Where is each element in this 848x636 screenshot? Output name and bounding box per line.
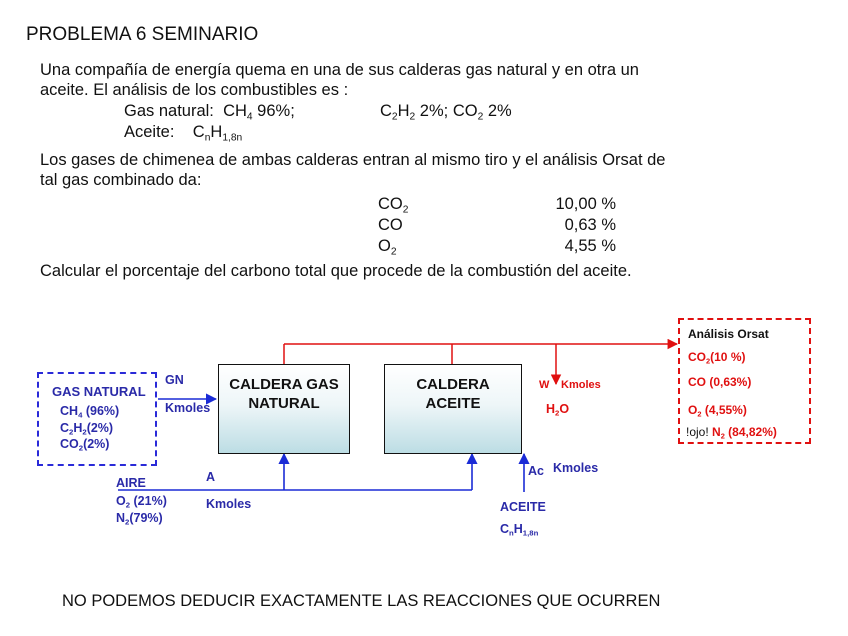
orsat-co2: $CO_2(10$ %) xyxy=(688,350,746,366)
gas-label: Gas natural: xyxy=(124,102,214,120)
orsat-value-1: 10,00 % xyxy=(555,195,616,213)
ac-units: Kmoles xyxy=(553,461,599,475)
gn-co2: $CO_2(2\%)$ xyxy=(60,437,110,453)
boiler-aceite xyxy=(384,364,522,454)
gas-ch4-pct: 96%; xyxy=(252,102,295,120)
orsat-value-3: 4,55 % xyxy=(564,237,616,255)
a-units: Kmoles xyxy=(206,497,252,511)
gn-c2h2: $C_2H_2(2\%)$ xyxy=(60,421,114,437)
w-units: Kmoles xyxy=(561,379,601,391)
orsat-n2: !ojo! $N_2$ (84,82%) xyxy=(686,425,777,441)
water-formula: $H_2O$ xyxy=(546,402,570,418)
intro-line-2: aceite. El análisis de los combustibles es : xyxy=(40,81,349,99)
aceite-h: H xyxy=(210,123,223,141)
gas-h2-sub: 2 xyxy=(409,111,416,123)
boiler-aceite-line1: CALDERA xyxy=(416,376,490,393)
intro-line-6: tal gas combinado da: xyxy=(40,171,202,189)
aceite-heading: ACEITE xyxy=(500,500,546,514)
orsat-formula-3: $O_2$ xyxy=(378,237,397,258)
boiler-gas-line1: CALDERA GAS xyxy=(229,376,339,393)
aceite-label: Aceite: xyxy=(124,123,175,141)
aceite-c-sub: n xyxy=(204,132,211,144)
gas-ch4-sub: 4 xyxy=(246,111,253,123)
aire-n2: $N_2(79\%)$ xyxy=(116,511,163,527)
aceite-formula: $C_nH_{1,8n}$ xyxy=(500,522,539,538)
orsat-formula-2: CO xyxy=(378,216,403,234)
gn-ch4: $CH_4$ (96%) xyxy=(60,404,120,420)
gas-c2-sub: 2 xyxy=(391,111,398,123)
aceite-c: C xyxy=(192,123,205,141)
question-text: Calcular el porcentaje del carbono total que procede de la combustión del aceite. xyxy=(40,262,632,280)
orsat-formula-1: $CO_2$ xyxy=(378,195,409,216)
orsat-o2: $O_2$ (4,55%) xyxy=(688,403,747,419)
ac-label: Ac xyxy=(528,464,544,478)
gas-ch4: CH xyxy=(223,102,247,120)
gas-natural-heading: GAS NATURAL xyxy=(52,384,146,399)
orsat-value-2: 0,63 % xyxy=(564,216,616,234)
gas-c2h2-pct: 2%; CO xyxy=(415,102,478,120)
intro-line-1: Una compañía de energía quema en una de sus calderas gas natural y en otra un xyxy=(40,61,639,79)
orsat-co: CO (0,63%) xyxy=(688,375,752,389)
w-label: W xyxy=(539,379,550,391)
aceite-h-sub: 1,8n xyxy=(222,132,243,144)
page-title: PROBLEMA 6 SEMINARIO xyxy=(26,24,259,45)
gn-label: GN xyxy=(165,373,184,387)
boiler-aceite-line2: ACEITE xyxy=(425,395,481,412)
intro-line-5: Los gases de chimenea de ambas calderas entran al mismo tiro y el análisis Orsat de xyxy=(40,151,666,169)
gas-h2: H xyxy=(397,102,410,120)
aire-o2: $O_2$ (21%) xyxy=(116,494,167,510)
orsat-heading: Análisis Orsat xyxy=(688,327,769,341)
aire-heading: AIRE xyxy=(116,476,146,490)
footer-note: NO PODEMOS DEDUCIR EXACTAMENTE LAS REACCIONES QUE OCURREN xyxy=(62,592,661,610)
gn-units: Kmoles xyxy=(165,401,211,415)
gas-c2: C xyxy=(380,102,392,120)
gas-co2-sub: 2 xyxy=(477,111,484,123)
boiler-gas-natural xyxy=(218,364,350,454)
boiler-gas-line2: NATURAL xyxy=(248,395,320,412)
gas-co2-pct: 2% xyxy=(483,102,512,120)
a-label: A xyxy=(206,470,216,484)
